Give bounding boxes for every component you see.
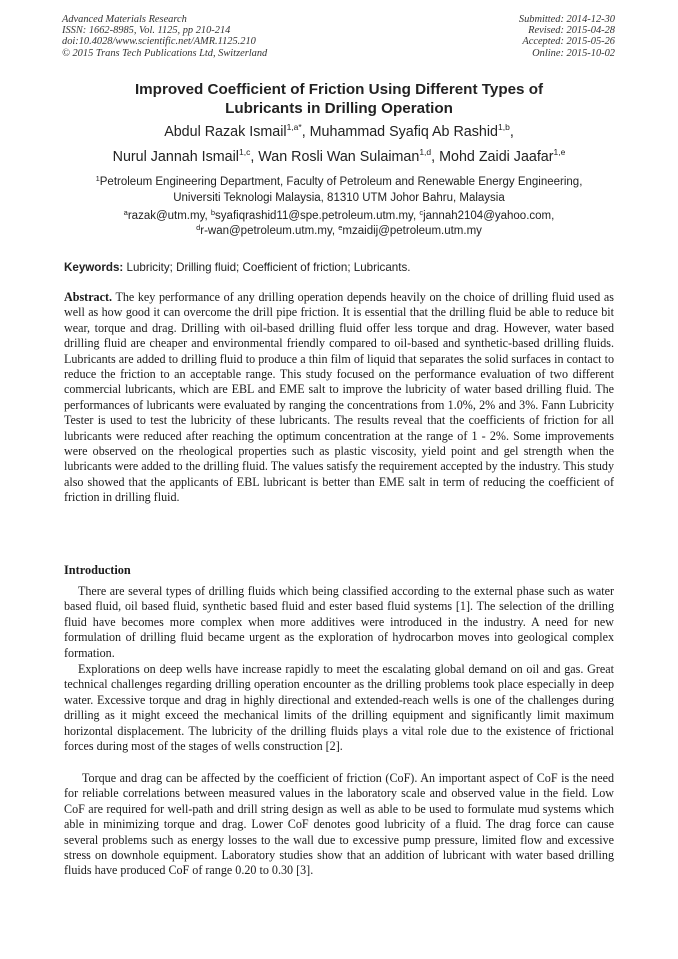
affiliation-line-1: $^1$Petroleum Engineering Department, Faculty of Petroleum and Renewable Energy Engineering,	[95, 174, 583, 188]
section-heading-introduction: Introduction	[64, 563, 131, 577]
email-line-1: $^a$razak@utm.my, $^b$syafiqrashid11@spe.petroleum.utm.my, $^c$jannah2104@yahoo.com,	[123, 208, 555, 222]
affiliation-sup: 1	[95, 174, 100, 183]
journal-issn: ISSN: 1662-8985, Vol. 1125, pp 210-214	[62, 25, 231, 37]
date-submitted: Submitted: 2014-12-30	[518, 14, 615, 25]
intro-paragraph-2: Explorations on deep wells have increase rapidly to meet the escalating global demand on oil and gas. Great technical challenges regarding drilling operation encounter as the drilling problems took place especially in deep water. Excessive torque and drag in highly directional and extended-reach wells is one of the challenges during drilling as it might exceed the mechanical limits of the drilling equipment and significantly limit maximum horizontal displacement. The lubricity of the drilling fluids plays a vital role due to the existence of frictional forces during most of the stages of wells construction [2].	[64, 662, 614, 754]
paper-title	[60, 80, 618, 118]
email-link[interactable]: mzaidij@petroleum.utm.my	[342, 225, 482, 237]
journal-header-right	[519, 14, 615, 59]
intro-paragraph-1: There are several types of drilling fluids which being classified according to the external phase such as water based fluid, oil based fluid, synthetic based fluid and ester based fluid systems [1]. The selection of the drilling fluid have becomes more complex when more additives were introduced in the industry. A need for new formulation of drilling fluid became urgent as the exploration of hydrocarbon moves into geological complex formation.	[64, 584, 614, 660]
author-sup: 1,c	[238, 147, 251, 157]
email-link[interactable]: jannah2104@yahoo.com	[423, 210, 552, 222]
author-sup: 1,a*	[286, 122, 302, 132]
author-name: Wan Rosli Wan Sulaiman	[258, 149, 420, 165]
keywords-label: Keywords:	[64, 261, 124, 274]
date-online: Online: 2015-10-02	[532, 47, 615, 59]
email-line-2: $^d$r-wan@petroleum.utm.my, $^e$mzaidij@petroleum.utm.my	[196, 223, 482, 237]
author-sup: 1,b	[497, 122, 510, 132]
title-line-1: Improved Coefficient of Friction Using Different Types of	[134, 81, 544, 98]
journal-header-left	[62, 14, 267, 59]
journal-copyright: © 2015 Trans Tech Publications Ltd, Switzerland	[62, 47, 268, 59]
affiliation-line-2: Universiti Teknologi Malaysia, 81310 UTM Johor Bahru, Malaysia	[173, 192, 505, 204]
date-accepted: Accepted: 2015-05-26	[522, 36, 615, 48]
author-sup: 1,e	[553, 147, 566, 157]
author-name: Muhammad Syafiq Ab Rashid	[309, 124, 498, 140]
author-sup: 1,d	[419, 147, 432, 157]
email-link[interactable]: syafiqrashid11@spe.petroleum.utm.my	[215, 210, 413, 222]
affiliation	[55, 174, 623, 206]
journal-name: Advanced Materials Research	[62, 14, 187, 25]
abstract-text: The key performance of any drilling operation depends heavily on the choice of drilling fluid used as well as how good it can overcome the drill pipe friction. It is essential that the drilling fluid be able to reduce bit wear, torque and drag. Drilling with oil-based drilling fluid offer less torque and drag. However, water based drilling fluid are cheaper and environmental friendly compared to oil-based and synthetic-based drilling fluids. Lubricants are added to drilling fluid to produce a thin film of liquid that separates the solid surfaces in contact to reduce the friction to an acceptable range. This study focused on the performance evaluation of two different commercial lubricants, which are EBL and EME salt to improve the lubricity of water based drilling fluid. The performances of lubricants were evaluated by ranging the concentrations from 1.0%, 2% and 3%. Fann Lubricity Tester is used to test the lubricity of these lubricants. The results reveal that the coefficients of friction for all lubricants were reduced after reaching the optimum concentration at the range of 1 - 2%. Some improvements were observed on the rheological properties such as plastic viscosity, yield point and gel strength when the lubricants were added to the drilling fluid. The values satisfy the requirement accepted by the industry. This study also showed that the applicants of EBL lubricant is better than EME salt in term of reducing the coefficient of friction in drilling fluid.	[64, 290, 614, 505]
date-revised: Revised: 2015-04-28	[528, 25, 615, 37]
email-link[interactable]: razak@utm.my	[127, 210, 205, 222]
author-name: Nurul Jannah Ismail	[112, 149, 239, 165]
abstract-paragraph	[64, 290, 614, 506]
journal-doi: doi:10.4028/www.scientific.net/AMR.1125.210	[62, 36, 256, 48]
email-link[interactable]: r-wan@petroleum.utm.my	[200, 225, 332, 237]
author-line-2: Nurul Jannah Ismail$^{1,c}$, Wan Rosli Wan Sulaiman$^{1,d}$, Mohd Zaidi Jaafar$^{1,e}$	[112, 147, 566, 165]
intro-paragraph-3: Torque and drag can be affected by the coefficient of friction (CoF). An important aspect of CoF is the need for reliable correlations between measured values in the laboratory scale and observed value in the field. Low CoF are required for well-path and drill string design as well as able to be used to formulate mud systems which able in minimizing torque and drag. Lower CoF denotes good lubricity of a fluid. The drag force can cause several problems such as energy losses to the wall due to excessive pump pressure, limited flow and excessive stress on downhole equipment. Laboratory studies show that an addition of lubricant with water based drilling fluids have produced CoF of range 0.20 to 0.30 [3].	[64, 771, 614, 878]
abstract-label: Abstract.	[64, 290, 113, 304]
author-emails	[55, 209, 623, 239]
author-name: Mohd Zaidi Jaafar	[439, 149, 554, 165]
keywords-text: Lubricity; Drilling fluid; Coefficient of friction; Lubricants.	[126, 261, 411, 274]
author-name: Abdul Razak Ismail	[164, 124, 287, 140]
author-line-1: Abdul Razak Ismail$^{1,a*}$, Muhammad Syafiq Ab Rashid$^{1,b}$,	[164, 122, 514, 140]
title-line-2: Lubricants in Drilling Operation	[225, 100, 453, 117]
keywords	[64, 261, 410, 274]
